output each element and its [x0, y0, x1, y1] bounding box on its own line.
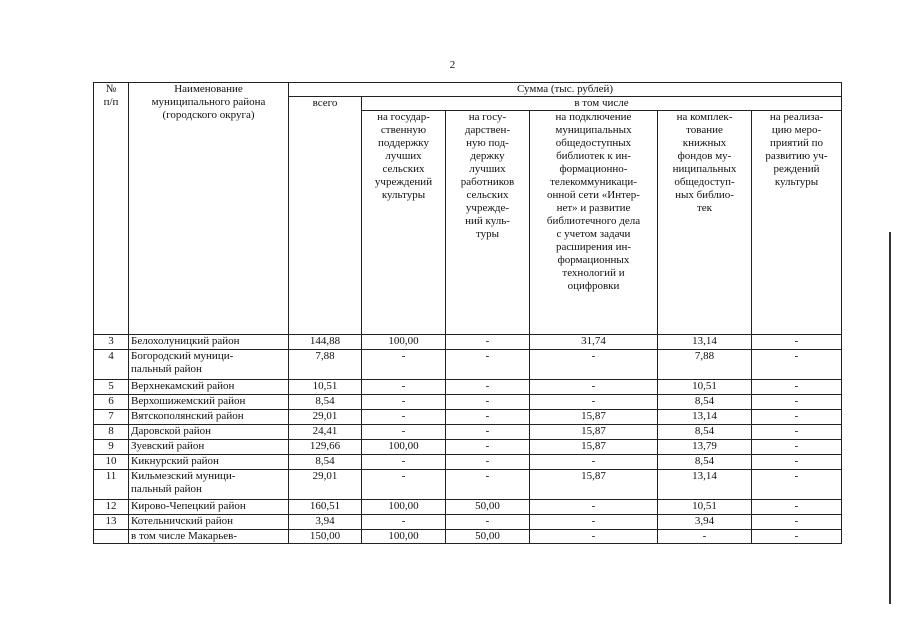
book-funds-cell: 10,51	[658, 499, 752, 514]
rural-institutions-cell: 100,00	[362, 499, 446, 514]
total-cell: 8,54	[289, 394, 362, 409]
page-number: 2	[449, 59, 456, 71]
library-internet-cell: -	[530, 529, 658, 543]
rural-institutions-cell: -	[362, 394, 446, 409]
row-number: 8	[94, 424, 129, 439]
book-funds-cell: 10,51	[658, 379, 752, 394]
district-name: Даровской район	[129, 424, 289, 439]
header-sum: Сумма (тыс. рублей)	[289, 83, 842, 97]
library-internet-cell: -	[530, 499, 658, 514]
scan-edge-bar	[889, 232, 891, 604]
culture-development-cell: -	[752, 529, 842, 543]
culture-development-cell: -	[752, 334, 842, 349]
culture-development-cell: -	[752, 409, 842, 424]
culture-development-cell: -	[752, 469, 842, 499]
header-number: № п/п	[94, 83, 129, 335]
rural-workers-cell: -	[446, 379, 530, 394]
row-number: 5	[94, 379, 129, 394]
rural-workers-cell: -	[446, 349, 530, 379]
district-name: Кикнурский район	[129, 454, 289, 469]
total-cell: 8,54	[289, 454, 362, 469]
total-cell: 29,01	[289, 409, 362, 424]
rural-workers-cell: -	[446, 514, 530, 529]
header-district-name: Наименование муниципального района (городского округа)	[129, 83, 289, 335]
district-name: Белохолуницкий район	[129, 334, 289, 349]
header-total: всего	[289, 96, 362, 334]
total-cell: 160,51	[289, 499, 362, 514]
header-rural-workers-support: на госу- дарствен- ную под- держку лучших работников сельских учрежде- ний куль- туры	[446, 110, 530, 334]
book-funds-cell: 7,88	[658, 349, 752, 379]
table-row	[94, 349, 842, 379]
table-row	[94, 499, 842, 514]
district-name: Вятскополянский район	[129, 409, 289, 424]
district-name: в том числе Макарьев-	[129, 529, 289, 543]
header-including: в том числе	[362, 96, 842, 110]
rural-workers-cell: 50,00	[446, 499, 530, 514]
table-row	[94, 469, 842, 499]
rural-institutions-cell: 100,00	[362, 334, 446, 349]
total-cell: 150,00	[289, 529, 362, 543]
rural-institutions-cell: 100,00	[362, 529, 446, 543]
header-culture-development: на реализа- цию меро- приятий по развитию уч- реждений культуры	[752, 110, 842, 334]
total-cell: 129,66	[289, 439, 362, 454]
table-row	[94, 409, 842, 424]
culture-development-cell: -	[752, 499, 842, 514]
book-funds-cell: 8,54	[658, 424, 752, 439]
library-internet-cell: -	[530, 454, 658, 469]
table-row	[94, 394, 842, 409]
library-internet-cell: -	[530, 349, 658, 379]
table-row	[94, 439, 842, 454]
culture-development-cell: -	[752, 349, 842, 379]
rural-workers-cell: 50,00	[446, 529, 530, 543]
culture-development-cell: -	[752, 439, 842, 454]
total-cell: 29,01	[289, 469, 362, 499]
rural-institutions-cell: -	[362, 469, 446, 499]
row-number: 3	[94, 334, 129, 349]
total-cell: 7,88	[289, 349, 362, 379]
total-cell: 3,94	[289, 514, 362, 529]
row-number: 12	[94, 499, 129, 514]
library-internet-cell: 31,74	[530, 334, 658, 349]
district-name: Кильмезский муници- пальный район	[129, 469, 289, 499]
rural-institutions-cell: -	[362, 514, 446, 529]
book-funds-cell: 3,94	[658, 514, 752, 529]
book-funds-cell: 13,14	[658, 469, 752, 499]
rural-institutions-cell: -	[362, 379, 446, 394]
rural-institutions-cell: 100,00	[362, 439, 446, 454]
book-funds-cell: 8,54	[658, 394, 752, 409]
district-name: Верхнекамский район	[129, 379, 289, 394]
rural-workers-cell: -	[446, 334, 530, 349]
rural-workers-cell: -	[446, 409, 530, 424]
table-row	[94, 334, 842, 349]
row-number: 13	[94, 514, 129, 529]
rural-institutions-cell: -	[362, 349, 446, 379]
rural-institutions-cell: -	[362, 454, 446, 469]
row-number: 10	[94, 454, 129, 469]
rural-workers-cell: -	[446, 454, 530, 469]
table-row	[94, 454, 842, 469]
header-rural-institutions-support: на государ- ственную поддержку лучших сельских учреждений культуры	[362, 110, 446, 334]
row-number: 7	[94, 409, 129, 424]
district-name: Богородский муници- пальный район	[129, 349, 289, 379]
row-number: 6	[94, 394, 129, 409]
district-name: Зуевский район	[129, 439, 289, 454]
rural-workers-cell: -	[446, 469, 530, 499]
culture-development-cell: -	[752, 514, 842, 529]
rural-workers-cell: -	[446, 424, 530, 439]
rural-institutions-cell: -	[362, 409, 446, 424]
table-row	[94, 529, 842, 543]
district-name: Кирово-Чепецкий район	[129, 499, 289, 514]
book-funds-cell: 13,14	[658, 334, 752, 349]
rural-workers-cell: -	[446, 439, 530, 454]
culture-development-cell: -	[752, 454, 842, 469]
table-row	[94, 514, 842, 529]
book-funds-cell: 13,79	[658, 439, 752, 454]
table-row	[94, 379, 842, 394]
total-cell: 24,41	[289, 424, 362, 439]
row-number: 11	[94, 469, 129, 499]
book-funds-cell: 13,14	[658, 409, 752, 424]
library-internet-cell: -	[530, 379, 658, 394]
row-number: 4	[94, 349, 129, 379]
rural-workers-cell: -	[446, 394, 530, 409]
row-number: 9	[94, 439, 129, 454]
table-row	[94, 424, 842, 439]
library-internet-cell: -	[530, 514, 658, 529]
library-internet-cell: 15,87	[530, 439, 658, 454]
library-internet-cell: 15,87	[530, 469, 658, 499]
culture-development-cell: -	[752, 424, 842, 439]
book-funds-cell: 8,54	[658, 454, 752, 469]
culture-development-cell: -	[752, 394, 842, 409]
row-number	[94, 529, 129, 543]
book-funds-cell: -	[658, 529, 752, 543]
allocation-table	[93, 82, 842, 544]
rural-institutions-cell: -	[362, 424, 446, 439]
total-cell: 10,51	[289, 379, 362, 394]
header-book-funds: на комплек- тование книжных фондов му- ниципальных общедоступ- ных библио- тек	[658, 110, 752, 334]
culture-development-cell: -	[752, 379, 842, 394]
district-name: Котельничский район	[129, 514, 289, 529]
library-internet-cell: 15,87	[530, 409, 658, 424]
total-cell: 144,88	[289, 334, 362, 349]
library-internet-cell: 15,87	[530, 424, 658, 439]
library-internet-cell: -	[530, 394, 658, 409]
district-name: Верхошижемский район	[129, 394, 289, 409]
header-library-internet: на подключение муниципальных общедоступных библиотек к ин- формационно- телекоммуникаци- онной сети «Интер- нет» и развитие библиотечного дела с учетом задачи расширения ин- формационных технологий и оцифровки	[530, 110, 658, 334]
